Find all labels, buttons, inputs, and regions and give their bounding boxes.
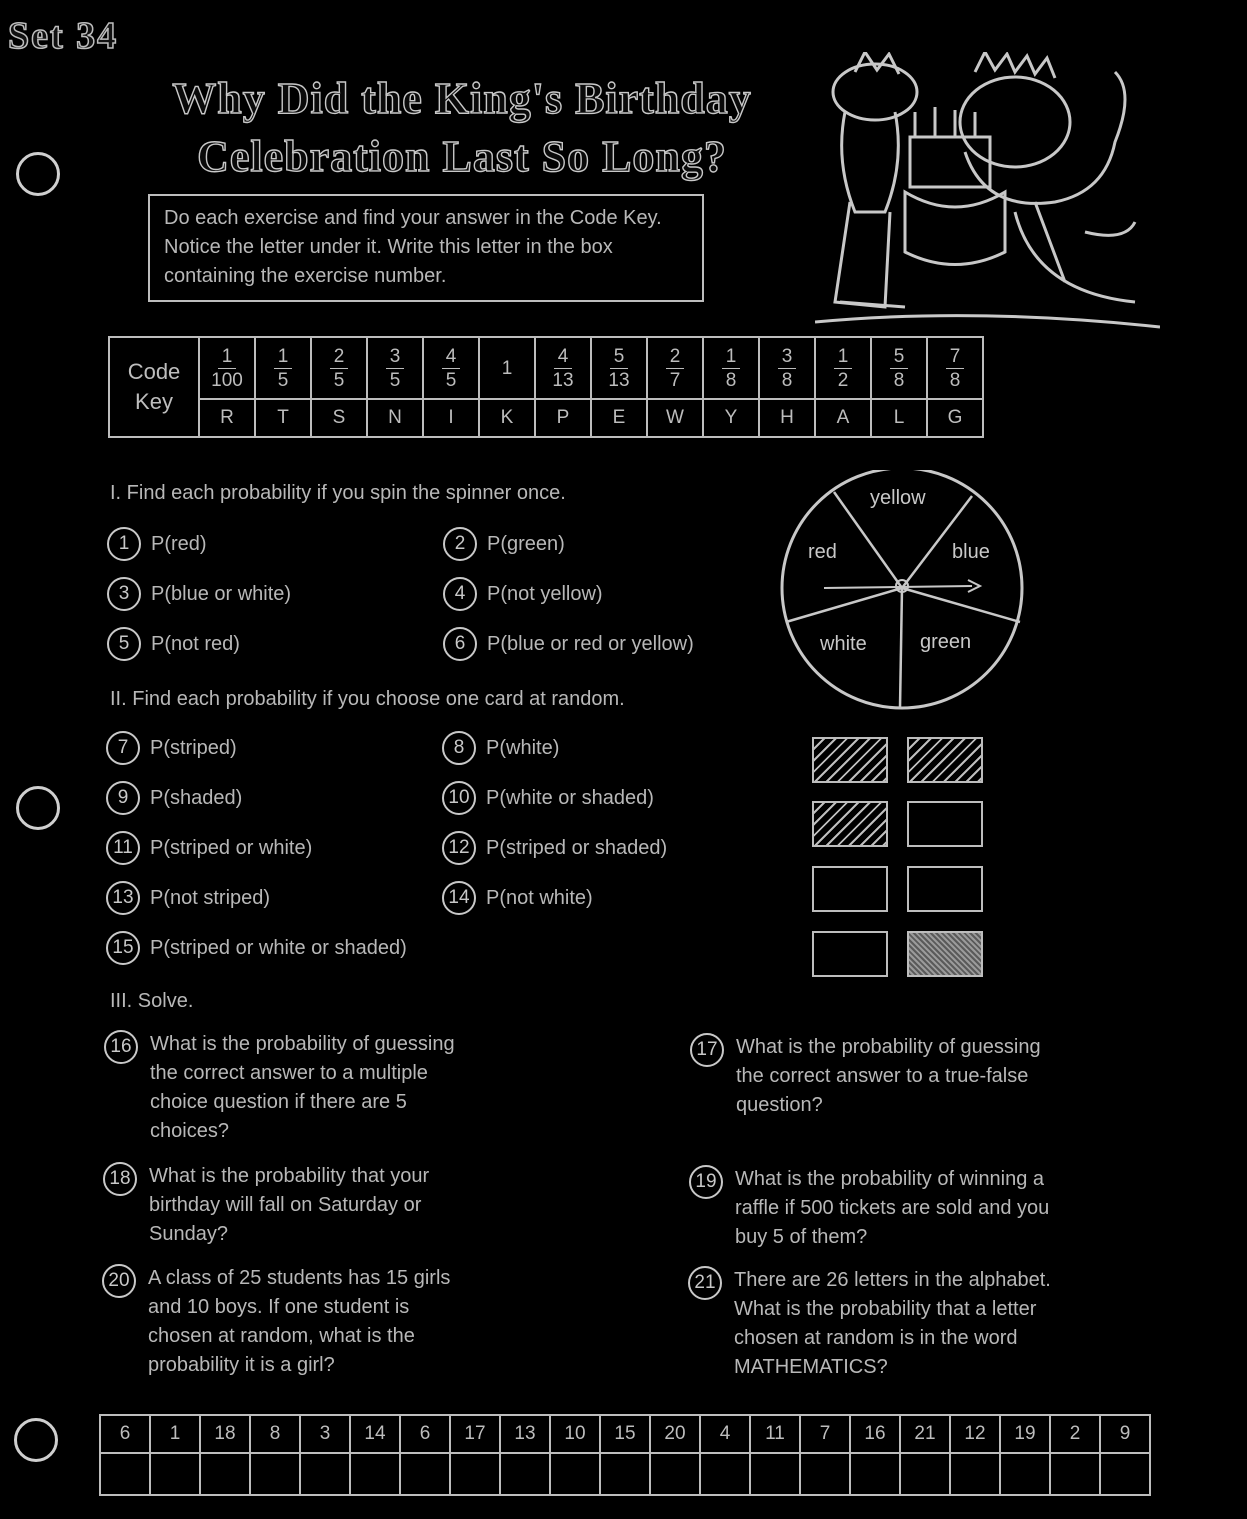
exercise-15: [106, 931, 407, 965]
code-key-fraction: 2 5: [311, 337, 367, 399]
code-key-letter: L: [871, 399, 927, 437]
code-key-letter: R: [199, 399, 255, 437]
section-2-heading: II. Find each probability if you choose one card at random.: [110, 688, 625, 710]
exercise-1: [107, 527, 207, 561]
exercise-number: 18: [103, 1162, 137, 1196]
exercise-21: [688, 1266, 1051, 1382]
exercise-19: [689, 1165, 1049, 1252]
exercise-number: 20: [102, 1264, 136, 1298]
exercise-number: 2: [443, 527, 477, 561]
answer-box-number: 8: [250, 1415, 300, 1453]
exercise-text: P(shaded): [150, 786, 243, 809]
exercise-number: 3: [107, 577, 141, 611]
exercise-9: [106, 781, 242, 815]
answer-box-number: 1: [150, 1415, 200, 1453]
code-key-fraction: 4 13: [535, 337, 591, 399]
code-key-letter: T: [255, 399, 311, 437]
code-key-fraction: 1 5: [255, 337, 311, 399]
exercise-text: P(not white): [486, 886, 593, 909]
code-key-letter: K: [479, 399, 535, 437]
code-key-fraction: 1 8: [703, 337, 759, 399]
answer-box-number: 13: [500, 1415, 550, 1453]
answer-box-letter[interactable]: [900, 1453, 950, 1495]
code-key-fraction: 1 2: [815, 337, 871, 399]
code-key-fraction: 4 5: [423, 337, 479, 399]
answer-box-letter[interactable]: [700, 1453, 750, 1495]
exercise-7: [106, 731, 237, 765]
answer-box-number: 19: [1000, 1415, 1050, 1453]
code-key-fraction: 3 8: [759, 337, 815, 399]
card-white: [812, 931, 888, 977]
lesson-label: Set 34: [8, 15, 119, 57]
exercise-number: 9: [106, 781, 140, 815]
exercise-text: P(green): [487, 532, 565, 555]
code-key-letter: H: [759, 399, 815, 437]
answer-box-number: 17: [450, 1415, 500, 1453]
answer-box-letter[interactable]: [650, 1453, 700, 1495]
answer-box-number: 6: [100, 1415, 150, 1453]
code-key-label: Code Key: [109, 337, 199, 437]
answer-box-letter[interactable]: [250, 1453, 300, 1495]
spinner-label-yellow: yellow: [870, 487, 926, 509]
exercise-text: P(white or shaded): [486, 786, 654, 809]
spinner-label-red: red: [808, 541, 837, 563]
code-key-fraction: 5 8: [871, 337, 927, 399]
exercise-text: A class of 25 students has 15 girls and 10 boys. If one student is chosen at random, what is the probability it is a girl?: [148, 1267, 451, 1376]
answer-box-number: 15: [600, 1415, 650, 1453]
card-shaded: [907, 931, 983, 977]
answer-box-letter[interactable]: [350, 1453, 400, 1495]
answer-box-number: 6: [400, 1415, 450, 1453]
answer-box-number: 7: [800, 1415, 850, 1453]
code-key-letter: P: [535, 399, 591, 437]
answer-box-letter[interactable]: [1100, 1453, 1150, 1495]
exercise-11: [106, 831, 312, 865]
exercise-text: There are 26 letters in the alphabet. What is the probability that a letter chosen at random is in the word MATHEMATICS?: [734, 1269, 1051, 1378]
card-striped: [812, 737, 888, 783]
punch-hole-icon: [16, 786, 60, 830]
exercise-number: 7: [106, 731, 140, 765]
code-key-letter: I: [423, 399, 479, 437]
answer-box-letter[interactable]: [1050, 1453, 1100, 1495]
code-key-letter: W: [647, 399, 703, 437]
card-white: [812, 866, 888, 912]
exercise-text: What is the probability of guessing the correct answer to a multiple choice question if there are 5 choices?: [150, 1033, 455, 1142]
exercise-text: What is the probability of guessing the correct answer to a true-false question?: [736, 1036, 1041, 1116]
answer-box-number: 10: [550, 1415, 600, 1453]
exercise-text: P(striped or white): [150, 836, 313, 859]
answer-box-number: 12: [950, 1415, 1000, 1453]
answer-box-number: 2: [1050, 1415, 1100, 1453]
exercise-text: P(red): [151, 532, 207, 555]
spinner-divider: [900, 588, 902, 708]
exercise-text: P(striped): [150, 736, 237, 759]
answer-box-letter[interactable]: [400, 1453, 450, 1495]
code-key-fraction: 1 100: [199, 337, 255, 399]
exercise-number: 10: [442, 781, 476, 815]
answer-box-number: 20: [650, 1415, 700, 1453]
answer-box-letter[interactable]: [1000, 1453, 1050, 1495]
exercise-number: 19: [689, 1165, 723, 1199]
card-white: [907, 866, 983, 912]
exercise-text: What is the probability that your birthday will fall on Saturday or Sunday?: [149, 1165, 430, 1245]
answer-box-number: 18: [200, 1415, 250, 1453]
exercise-14: [442, 881, 593, 915]
code-key-letter: S: [311, 399, 367, 437]
exercise-text: P(not red): [151, 632, 240, 655]
exercise-text: P(not striped): [150, 886, 271, 909]
answer-box-number: 9: [1100, 1415, 1150, 1453]
exercise-number: 15: [106, 931, 140, 965]
exercise-text: P(striped or shaded): [486, 836, 668, 859]
section-3-heading: III. Solve.: [110, 990, 194, 1012]
answer-box-letter[interactable]: [800, 1453, 850, 1495]
exercise-12: [442, 831, 667, 865]
code-key-letter: N: [367, 399, 423, 437]
exercise-text: P(striped or white or shaded): [150, 936, 407, 959]
code-key-letter: Y: [703, 399, 759, 437]
card-striped: [812, 801, 888, 847]
spinner-label-green: green: [920, 631, 972, 653]
exercise-text: P(not yellow): [487, 582, 603, 605]
exercise-number: 8: [442, 731, 476, 765]
answer-box-number: 14: [350, 1415, 400, 1453]
code-key-fraction: 3 5: [367, 337, 423, 399]
answer-box-letter[interactable]: [950, 1453, 1000, 1495]
answer-box-letter[interactable]: [750, 1453, 800, 1495]
card-striped: [907, 737, 983, 783]
exercise-4: [443, 577, 603, 611]
exercise-number: 12: [442, 831, 476, 865]
exercise-text: P(white): [486, 736, 560, 759]
answer-box-number: 21: [900, 1415, 950, 1453]
code-key-letter: A: [815, 399, 871, 437]
spinner-label-white: white: [820, 633, 867, 655]
answer-grid: [99, 1414, 1151, 1496]
exercise-8: [442, 731, 559, 765]
answer-box-number: 3: [300, 1415, 350, 1453]
code-key-fraction: 7 8: [927, 337, 983, 399]
answer-box-letter[interactable]: [150, 1453, 200, 1495]
code-key-letter: G: [927, 399, 983, 437]
title-line-2: Celebration Last So Long?: [197, 132, 727, 181]
king-illustration-icon: [815, 52, 1160, 337]
answer-box-letter[interactable]: [450, 1453, 500, 1495]
exercise-10: [442, 781, 654, 815]
exercise-number: 11: [106, 831, 140, 865]
code-key-fraction: 2 7: [647, 337, 703, 399]
exercise-text: P(blue or red or yellow): [487, 632, 694, 655]
spinner-divider: [902, 588, 1020, 622]
answer-box-letter[interactable]: [600, 1453, 650, 1495]
exercise-number: 6: [443, 627, 477, 661]
spinner-arrow: [824, 586, 972, 588]
exercise-17: [690, 1033, 1041, 1120]
punch-hole-icon: [14, 1418, 58, 1462]
exercise-number: 14: [442, 881, 476, 915]
spinner-label-blue: blue: [952, 541, 990, 563]
exercise-20: [102, 1264, 450, 1380]
exercise-number: 17: [690, 1033, 724, 1067]
code-key-fraction: 5 13: [591, 337, 647, 399]
exercise-number: 5: [107, 627, 141, 661]
section-1-heading: I. Find each probability if you spin the spinner once.: [110, 482, 566, 504]
spinner-divider: [786, 588, 902, 622]
exercise-2: [443, 527, 565, 561]
code-key-letter: E: [591, 399, 647, 437]
card-white: [907, 801, 983, 847]
answer-box-number: 16: [850, 1415, 900, 1453]
exercise-text: P(blue or white): [151, 582, 292, 605]
instructions-box: Do each exercise and find your answer in the Code Key. Notice the letter under it. Write this letter in the box containing the exercise number.: [148, 194, 704, 302]
exercise-number: 13: [106, 881, 140, 915]
title-line-1: Why Did the King's Birthday: [172, 74, 752, 123]
answer-box-number: 11: [750, 1415, 800, 1453]
code-key-table: [108, 336, 984, 438]
answer-box-letter[interactable]: [500, 1453, 550, 1495]
page-title: [112, 70, 812, 186]
exercise-number: 16: [104, 1030, 138, 1064]
exercise-number: 4: [443, 577, 477, 611]
exercise-6: [443, 627, 694, 661]
exercise-3: [107, 577, 291, 611]
exercise-16: [104, 1030, 455, 1146]
code-key-fraction: 1: [479, 337, 535, 399]
exercise-5: [107, 627, 240, 661]
answer-box-letter[interactable]: [850, 1453, 900, 1495]
exercise-number: 21: [688, 1266, 722, 1300]
answer-box-letter[interactable]: [300, 1453, 350, 1495]
answer-box-number: 4: [700, 1415, 750, 1453]
exercise-18: [103, 1162, 429, 1249]
answer-box-letter[interactable]: [200, 1453, 250, 1495]
punch-hole-icon: [16, 152, 60, 196]
exercise-13: [106, 881, 270, 915]
exercise-number: 1: [107, 527, 141, 561]
spinner-diagram: [776, 470, 1030, 714]
answer-box-letter[interactable]: [100, 1453, 150, 1495]
answer-box-letter[interactable]: [550, 1453, 600, 1495]
exercise-text: What is the probability of winning a raffle if 500 tickets are sold and you buy 5 of them?: [735, 1168, 1050, 1248]
